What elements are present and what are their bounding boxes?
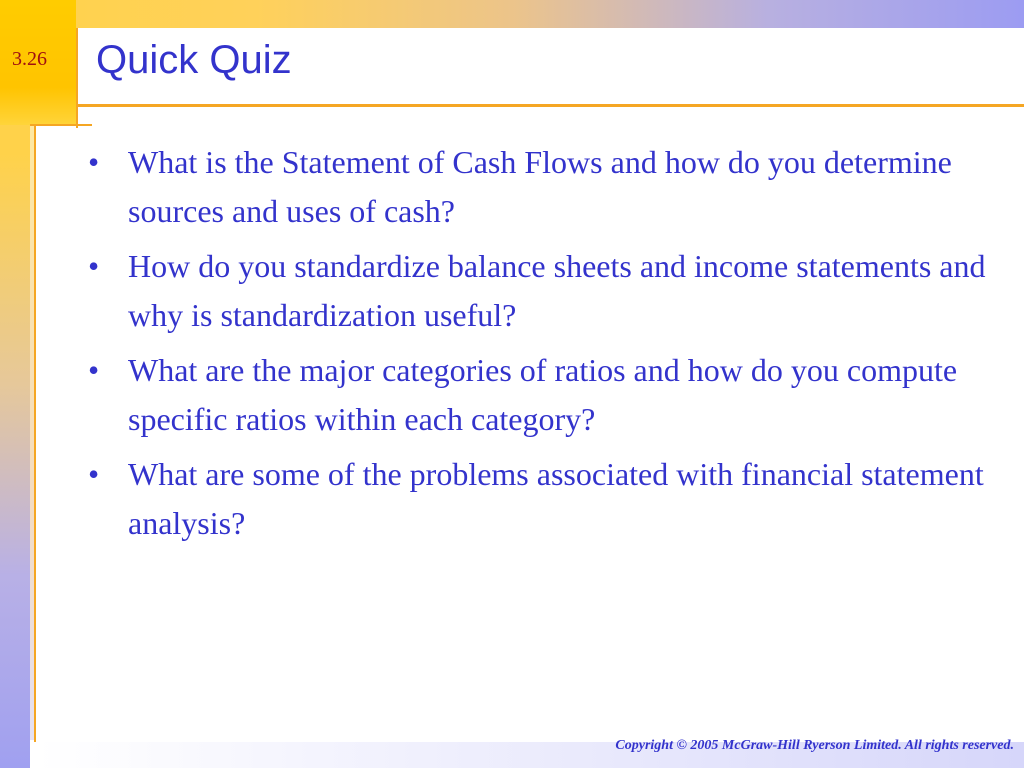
title-underline-rule [78, 104, 1024, 107]
bullet-item [88, 346, 998, 444]
bullet-marker: • [88, 456, 100, 492]
bullet-item [88, 450, 998, 548]
title-left-rule [76, 28, 78, 128]
slide-title: Quick Quiz [96, 38, 292, 82]
bullet-item [88, 242, 998, 340]
corner-rule [30, 124, 92, 126]
bullet-list [88, 138, 998, 554]
bullet-text: What are the major categories of ratios and how do you compute specific ratios within each category? [128, 352, 958, 437]
bullet-item [88, 138, 998, 236]
bullet-text: How do you standardize balance sheets and income statements and why is standardization useful? [128, 248, 986, 333]
body-left-rule [34, 126, 36, 742]
bullet-marker: • [88, 144, 100, 180]
slide-number: 3.26 [12, 48, 47, 70]
bullet-marker: • [88, 248, 100, 284]
bullet-text: What is the Statement of Cash Flows and how do you determine sources and uses of cash? [128, 144, 952, 229]
bullet-marker: • [88, 352, 100, 388]
top-gradient-band [0, 0, 1024, 28]
bullet-text: What are some of the problems associated with financial statement analysis? [128, 456, 984, 541]
copyright-notice: Copyright © 2005 McGraw-Hill Ryerson Limited. All rights reserved. [615, 738, 1014, 753]
